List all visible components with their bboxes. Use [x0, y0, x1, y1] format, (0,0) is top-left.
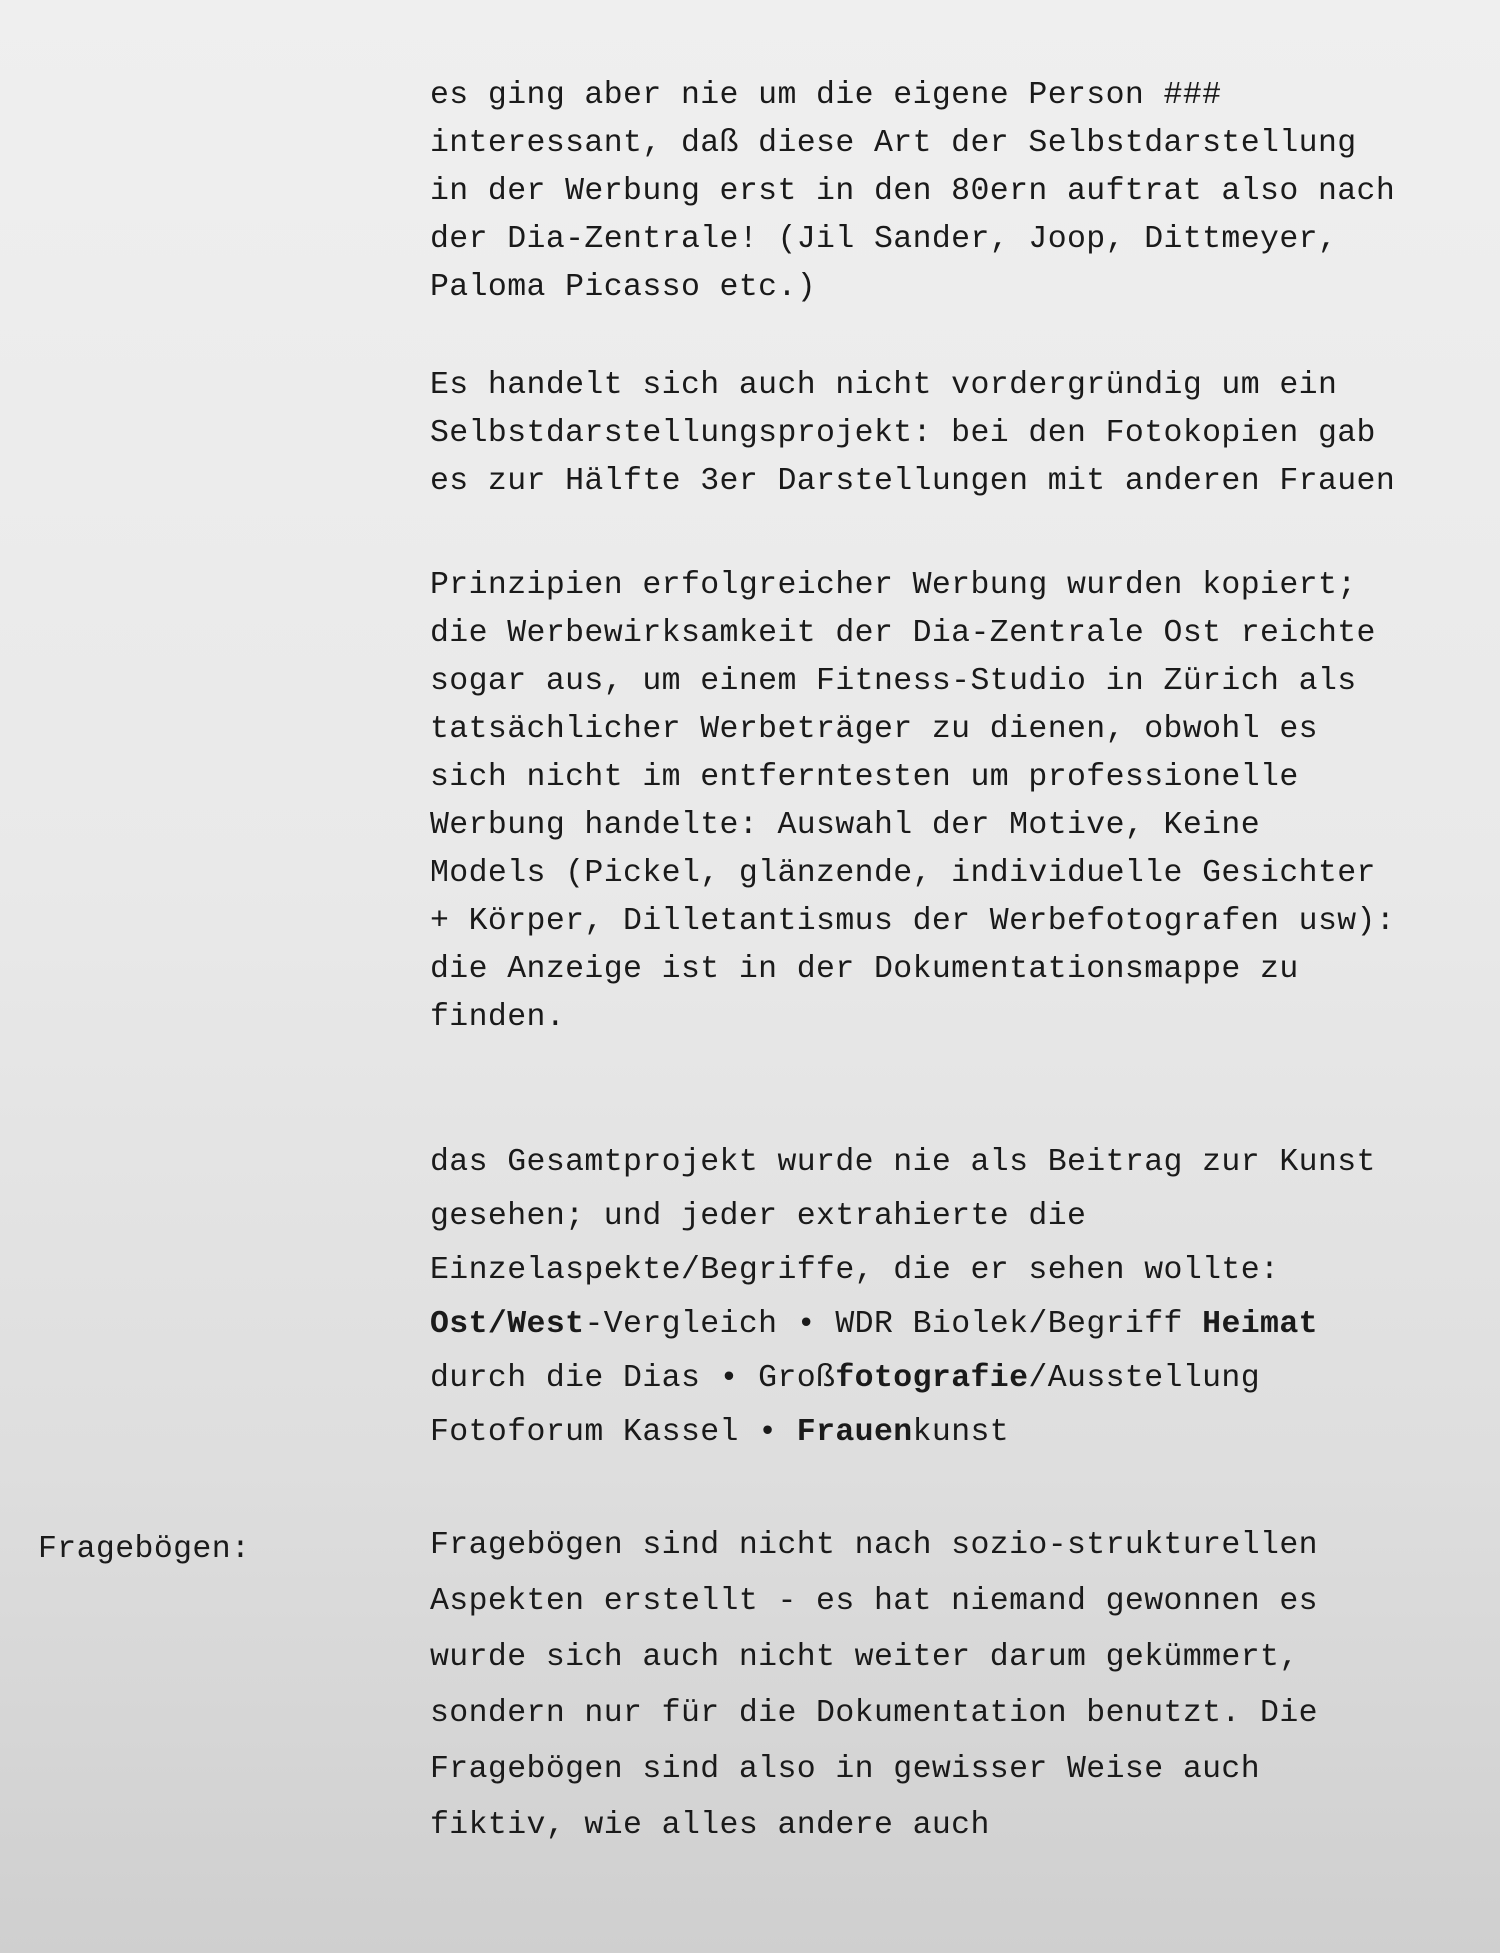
inline-text: /Ausstellung: [1028, 1361, 1261, 1396]
text-line: Aspekten erstellt - es hat niemand gewonnen es: [430, 1584, 1318, 1619]
text-line: Werbung handelte: Auswahl der Motive, Keine: [430, 808, 1261, 843]
text-line: der Dia-Zentrale! (Jil Sander, Joop, Dittmeyer,: [430, 222, 1338, 257]
bold-term-fotografie: fotografie: [835, 1361, 1029, 1396]
text-line: die Anzeige ist in der Dokumentationsmappe zu: [430, 952, 1299, 987]
text-line: Selbstdarstellungsprojekt: bei den Fotokopien gab: [430, 416, 1376, 451]
text-line: Einzelaspekte/Begriffe, die er sehen wollte:: [430, 1253, 1280, 1288]
inline-text: Fotoforum Kassel •: [430, 1415, 797, 1450]
text-line: in der Werbung erst in den 80ern auftrat also nach: [430, 174, 1396, 209]
text-line: Fragebögen sind nicht nach sozio-strukturellen: [430, 1528, 1318, 1563]
paragraph-gesamtprojekt: [430, 1136, 1470, 1460]
text-line: finden.: [430, 1000, 566, 1035]
text-line: Paloma Picasso etc.): [430, 270, 817, 305]
inline-text: durch die Dias • Groß: [430, 1361, 836, 1396]
text-line: interessant, daß diese Art der Selbstdarstellung: [430, 126, 1357, 161]
text-line: wurde sich auch nicht weiter darum gekümmert,: [430, 1640, 1299, 1675]
text-line: das Gesamtprojekt wurde nie als Beitrag zur Kunst: [430, 1145, 1376, 1180]
inline-text: kunst: [912, 1415, 1010, 1450]
text-line: + Körper, Dilletantismus der Werbefotografen usw):: [430, 904, 1396, 939]
text-line: gesehen; und jeder extrahierte die: [430, 1199, 1087, 1234]
text-line: es ging aber nie um die eigene Person ###: [430, 78, 1222, 113]
text-line: es zur Hälfte 3er Darstellungen mit anderen Frauen: [430, 464, 1396, 499]
bold-term-ost-west: Ost/West: [430, 1307, 585, 1342]
text-line: tatsächlicher Werbeträger zu dienen, obwohl es: [430, 712, 1318, 747]
inline-text: -Vergleich • WDR Biolek/Begriff: [584, 1307, 1203, 1342]
paragraph-werbung: [430, 562, 1470, 1042]
text-line: fiktiv, wie alles andere auch: [430, 1808, 990, 1843]
text-line: Fragebögen sind also in gewisser Weise auch: [430, 1752, 1261, 1787]
section-label-frageboegen: Fragebögen:: [38, 1532, 251, 1567]
paragraph-selbstdarstellung: [430, 72, 1470, 312]
text-line: [430, 1298, 1470, 1352]
text-line: sich nicht im entferntesten um professionelle: [430, 760, 1299, 795]
text-line: [430, 1352, 1470, 1406]
paragraph-frageboegen: [430, 1518, 1470, 1854]
bold-term-heimat: Heimat: [1202, 1307, 1318, 1342]
text-line: Models (Pickel, glänzende, individuelle Gesichter: [430, 856, 1376, 891]
text-line: Prinzipien erfolgreicher Werbung wurden kopiert;: [430, 568, 1357, 603]
text-line: sondern nur für die Dokumentation benutzt. Die: [430, 1696, 1318, 1731]
text-line: sogar aus, um einem Fitness-Studio in Zürich als: [430, 664, 1357, 699]
bold-term-frauen: Frauen: [796, 1415, 913, 1450]
text-line: die Werbewirksamkeit der Dia-Zentrale Ost reichte: [430, 616, 1376, 651]
text-line: Es handelt sich auch nicht vordergründig um ein: [430, 368, 1338, 403]
paragraph-selbstdarstellungsprojekt: [430, 362, 1470, 506]
text-line: [430, 1406, 1470, 1460]
